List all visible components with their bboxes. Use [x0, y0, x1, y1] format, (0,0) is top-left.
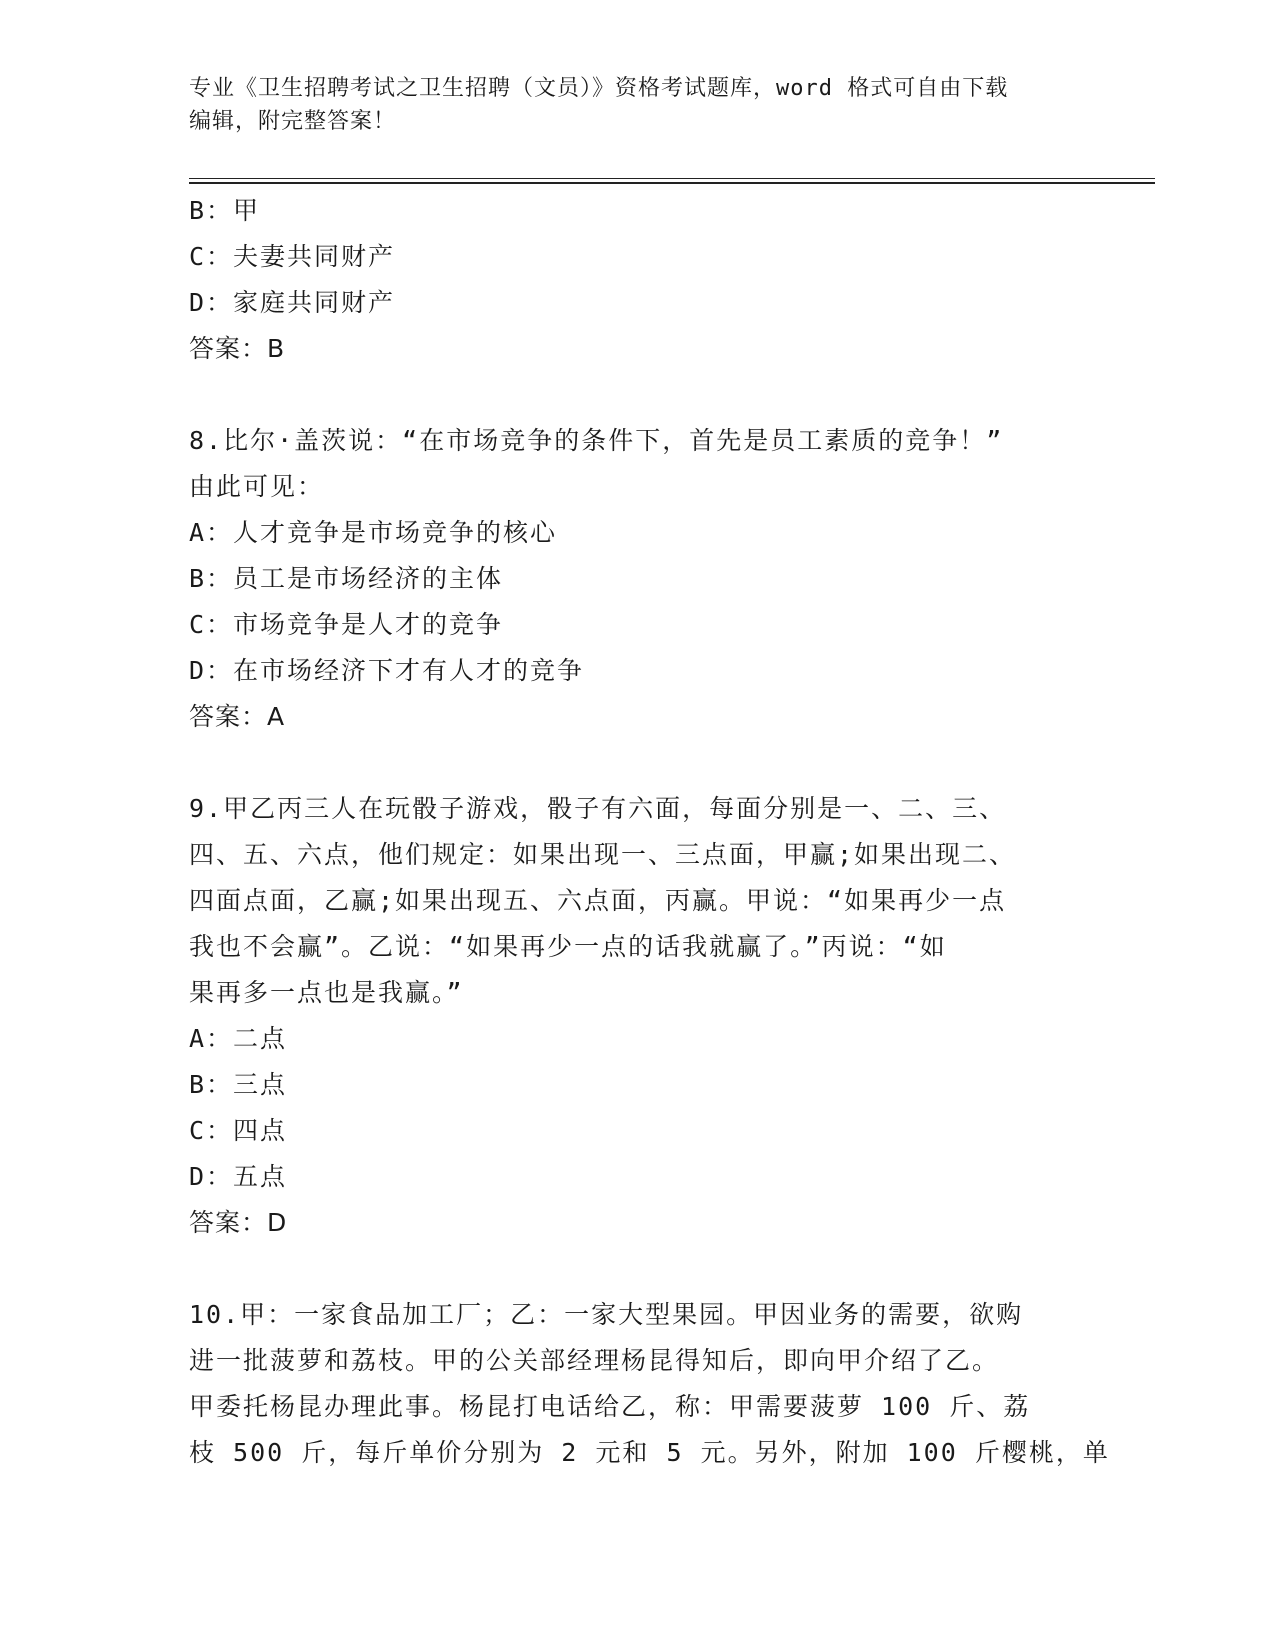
page-header [189, 72, 1089, 138]
question-8-block [189, 418, 1089, 740]
option-b: B：三点 [189, 1070, 288, 1099]
option-d: D：家庭共同财产 [189, 288, 396, 317]
question-stem-line: 四、五、六点，他们规定：如果出现一、三点面，甲赢;如果出现二、 [189, 840, 1017, 869]
header-divider-thick [189, 182, 1155, 184]
answer-line: 答案：D [189, 1208, 288, 1237]
option-a: A：人才竞争是市场竞争的核心 [189, 518, 558, 547]
option-b: B：员工是市场经济的主体 [189, 564, 504, 593]
question-stem-line: 9.甲乙丙三人在玩骰子游戏，骰子有六面，每面分别是一、二、三、 [189, 794, 1007, 823]
question-stem-line: 我也不会赢”。乙说：“如果再少一点的话我就赢了。”丙说：“如 [189, 932, 947, 961]
spacer [189, 1246, 1089, 1292]
question-9-block [189, 786, 1089, 1246]
option-a: A：二点 [189, 1024, 288, 1053]
header-title-line-1: 专业《卫生招聘考试之卫生招聘（文员）》资格考试题库，word 格式可自由下载 [189, 76, 1009, 101]
spacer [189, 372, 1089, 418]
question-stem-line: 进一批菠萝和荔枝。甲的公关部经理杨昆得知后，即向甲介绍了乙。 [189, 1346, 1000, 1375]
previous-question-block [189, 188, 1089, 372]
question-stem-line: 甲委托杨昆办理此事。杨昆打电话给乙，称：甲需要菠萝 100 斤、荔 [189, 1392, 1031, 1421]
question-stem-line: 四面点面，乙赢;如果出现五、六点面，丙赢。甲说：“如果再少一点 [189, 886, 1007, 915]
header-divider-thin [189, 178, 1155, 179]
question-10-block [189, 1292, 1110, 1476]
option-c: C：夫妻共同财产 [189, 242, 396, 271]
question-stem-line: 10.甲：一家食品加工厂；乙：一家大型果园。甲因业务的需要，欲购 [189, 1300, 1024, 1329]
question-stem-line: 由此可见： [189, 472, 325, 501]
header-title-line-2: 编辑，附完整答案！ [189, 109, 397, 134]
question-stem-line: 枝 500 斤，每斤单价分别为 2 元和 5 元。另外，附加 100 斤樱桃，单 [189, 1438, 1110, 1467]
question-stem-line: 果再多一点也是我赢。” [189, 978, 464, 1007]
option-c: C：市场竞争是人才的竞争 [189, 610, 504, 639]
spacer [189, 740, 1089, 786]
option-d: D：五点 [189, 1162, 288, 1191]
question-stem-line: 8.比尔·盖茨说：“在市场竞争的条件下，首先是员工素质的竞争！” [189, 426, 1004, 455]
answer-line: 答案：A [189, 702, 286, 731]
option-d: D：在市场经济下才有人才的竞争 [189, 656, 585, 685]
answer-line: 答案：B [189, 334, 286, 363]
question-content [189, 188, 1110, 1476]
option-c: C：四点 [189, 1116, 288, 1145]
option-b: B：甲 [189, 196, 261, 225]
